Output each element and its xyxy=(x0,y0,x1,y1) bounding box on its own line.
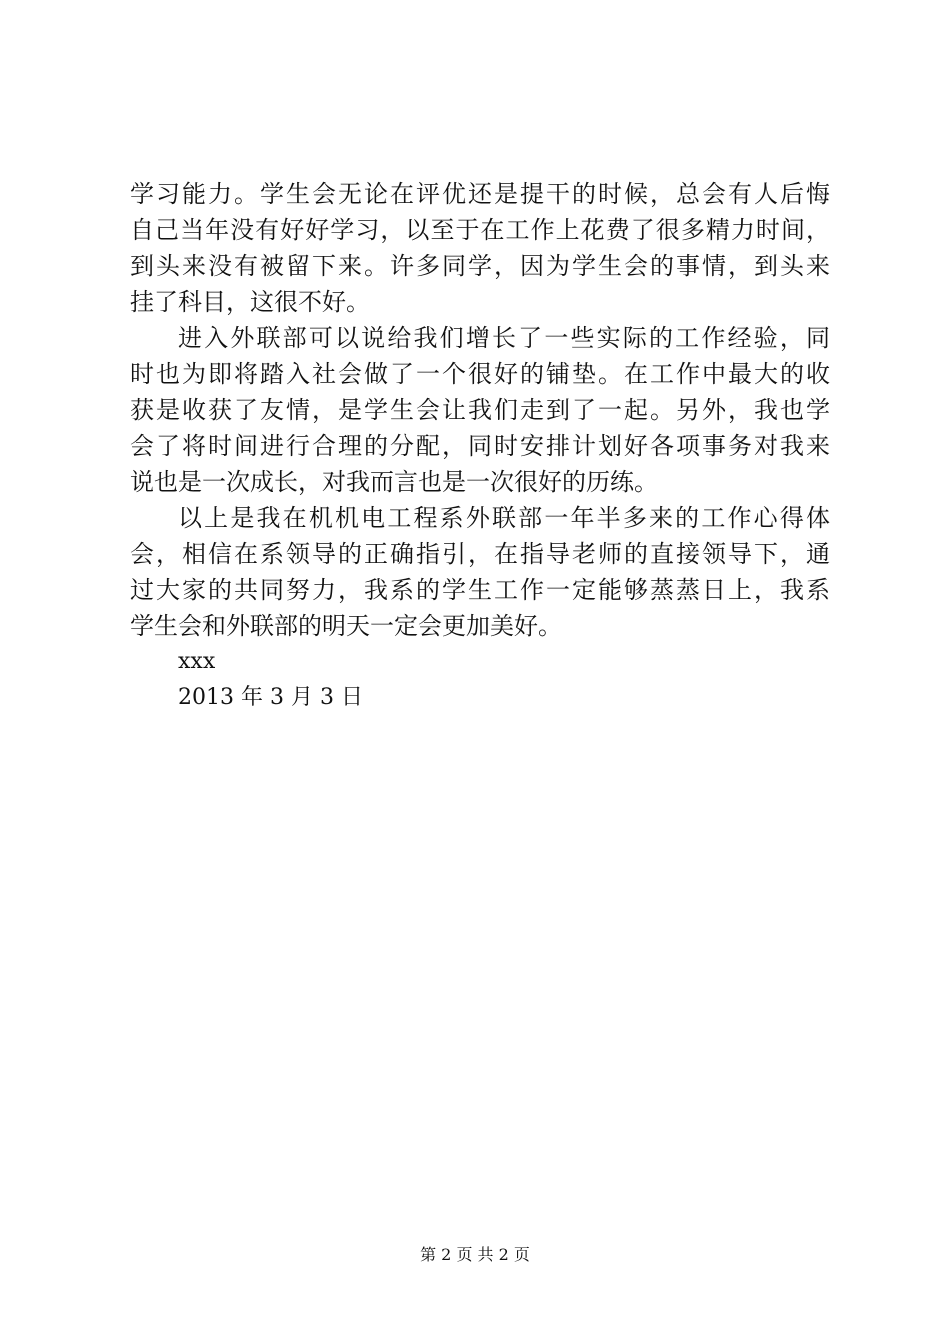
document-date: 2013 年 3 月 3 日 xyxy=(178,685,363,710)
paragraph-line: 学习能力。学生会无论在评优还是提干的时候，总会有人后悔 xyxy=(130,180,830,208)
paragraph-line: 会，相信在系领导的正确指引，在指导老师的直接领导下，通 xyxy=(130,540,830,568)
paragraph-line: 以上是我在机机电工程系外联部一年半多来的工作心得体 xyxy=(178,504,830,532)
paragraph-line: 会了将时间进行合理的分配，同时安排计划好各项事务对我来 xyxy=(130,432,830,460)
paragraph-line: 到头来没有被留下来。许多同学，因为学生会的事情，到头来 xyxy=(130,252,830,280)
paragraph-line: 学生会和外联部的明天一定会更加美好。 xyxy=(130,612,562,640)
paragraph-line: 获是收获了友情，是学生会让我们走到了一起。另外，我也学 xyxy=(130,396,830,424)
document-body xyxy=(130,176,830,716)
signature: xxx xyxy=(178,649,216,674)
paragraph-line: 挂了科目，这很不好。 xyxy=(130,288,370,316)
paragraph-line: 过大家的共同努力，我系的学生工作一定能够蒸蒸日上，我系 xyxy=(130,576,830,604)
paragraph-line: 说也是一次成长，对我而言也是一次很好的历练。 xyxy=(130,468,658,496)
paragraph-line: 时也为即将踏入社会做了一个很好的铺垫。在工作中最大的收 xyxy=(130,360,830,388)
paragraph-line: 自己当年没有好好学习，以至于在工作上花费了很多精力时间， xyxy=(130,216,830,244)
page-number-footer: 第 2 页 共 2 页 xyxy=(420,1245,530,1264)
paragraph-line: 进入外联部可以说给我们增长了一些实际的工作经验，同 xyxy=(178,324,830,352)
